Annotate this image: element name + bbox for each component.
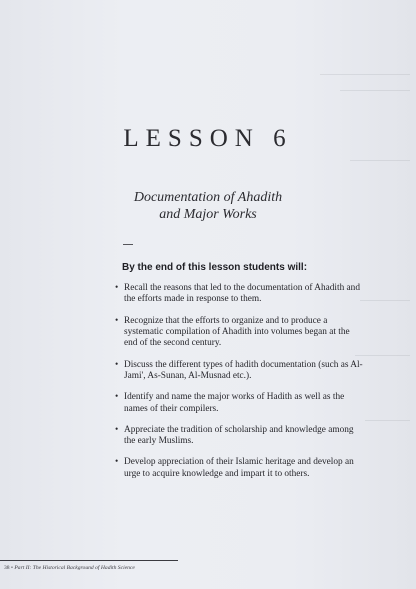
decorative-dash bbox=[123, 244, 133, 245]
objective-text: Recognize that the efforts to organize and to produce a systematic compilation of Ahadith into volumes began at the end of the second century. bbox=[124, 315, 350, 349]
page-number: 38 bbox=[4, 565, 10, 571]
objective-item bbox=[115, 316, 365, 350]
bleed-through-line bbox=[360, 300, 410, 301]
lesson-subtitle bbox=[0, 189, 416, 223]
bullet-icon: • bbox=[115, 315, 119, 326]
bleed-through-line bbox=[365, 420, 410, 421]
bullet-icon: • bbox=[115, 392, 119, 403]
bleed-through-line bbox=[320, 74, 410, 75]
objective-text: Appreciate the tradition of scholarship and knowledge among the early Muslims. bbox=[124, 424, 354, 447]
objective-text: Recall the reasons that led to the documentation of Ahadith and the efforts made in response to them. bbox=[124, 283, 360, 305]
objectives-list bbox=[115, 283, 365, 490]
objective-item bbox=[115, 457, 365, 480]
objective-item bbox=[115, 425, 365, 448]
footer-separator: • bbox=[11, 565, 13, 571]
bullet-icon: • bbox=[115, 457, 119, 468]
footer-rule bbox=[0, 560, 178, 561]
objective-item bbox=[115, 360, 365, 383]
objective-text: Identify and name the major works of Hadith as well as the names of their compilers. bbox=[124, 392, 345, 414]
objective-item bbox=[115, 283, 365, 306]
objectives-intro: By the end of this lesson students will: bbox=[122, 262, 308, 273]
bullet-icon: • bbox=[115, 424, 119, 435]
subtitle-line-2: and Major Works bbox=[159, 207, 257, 222]
bleed-through-line bbox=[340, 90, 410, 91]
page-footer bbox=[4, 565, 135, 571]
objective-text: Develop appreciation of their Islamic heritage and develop an urge to acquire knowledge and impart it to others. bbox=[124, 457, 354, 479]
objective-item bbox=[115, 392, 365, 415]
bullet-icon: • bbox=[115, 359, 119, 370]
objective-text: Discuss the different types of hadith documentation (such as Al-Jami', As-Sunan, Al-Musnad etc.). bbox=[124, 359, 363, 382]
footer-text: Part II: The Historical Background of Hadith Science bbox=[14, 565, 135, 571]
subtitle-line-1: Documentation of Ahadith bbox=[133, 190, 283, 205]
lesson-title: LESSON 6 bbox=[123, 125, 293, 152]
bullet-icon: • bbox=[115, 283, 119, 293]
bleed-through-line bbox=[350, 160, 410, 161]
